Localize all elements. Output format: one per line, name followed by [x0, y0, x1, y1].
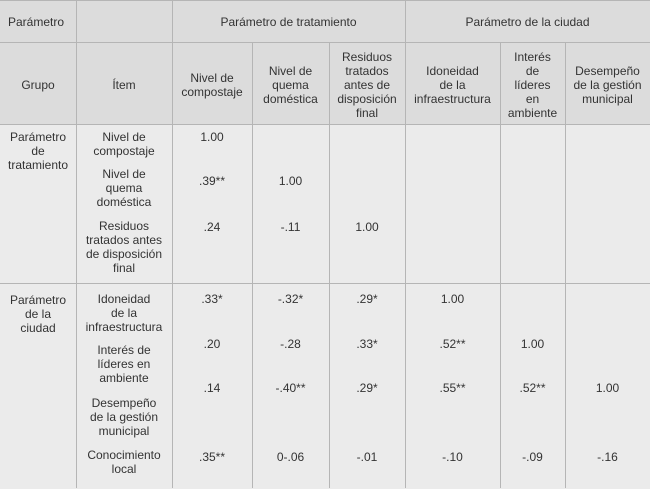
table-cell: .35** — [198, 450, 226, 464]
col-header-nivel-compostaje: Nivel de compostaje — [181, 71, 243, 99]
table-cell: .33* — [356, 337, 378, 351]
col-header-idoneidad: Idoneidad de la infraestructura — [414, 64, 491, 106]
column-divider — [252, 42, 253, 488]
table-cell: 1.00 — [595, 381, 620, 395]
header-item: Ítem — [112, 78, 136, 92]
header-parametro: Parámetro — [8, 15, 65, 29]
group-separator — [0, 283, 650, 284]
table-cell: .20 — [203, 337, 221, 351]
row-item-interes: Interés de líderes en ambiente — [97, 343, 151, 385]
table-cell: 1.00 — [200, 130, 224, 144]
row-item-nivel-compostaje: Nivel de compostaje — [93, 130, 155, 158]
table-cell: .39** — [198, 174, 226, 188]
table-cell: .52** — [519, 381, 546, 395]
table-cell: 1.00 — [355, 220, 379, 234]
table-cell: 1.00 — [278, 174, 303, 188]
header-grupo: Grupo — [21, 78, 55, 92]
table-cell: .14 — [203, 381, 221, 395]
table-cell: -.10 — [442, 450, 463, 464]
table-cell: -.28 — [280, 337, 301, 351]
row-item-conocimiento: Conocimiento local — [87, 448, 161, 476]
table-cell: -.40** — [275, 381, 306, 395]
column-divider — [565, 42, 566, 488]
table-cell: .29* — [356, 292, 378, 306]
table-cell: 1.00 — [520, 337, 545, 351]
row-item-desempeno: Desempeño de la gestión municipal — [89, 396, 159, 438]
group-label-tratamiento: Parámetro de tratamiento — [7, 130, 69, 172]
table-cell: .52** — [439, 337, 466, 351]
col-header-residuos: Residuos tratados antes de disposición final — [337, 50, 397, 120]
col-header-desempeno: Desempeño de la gestión municipal — [573, 64, 642, 106]
table-cell: -.01 — [356, 450, 378, 464]
row-item-residuos: Residuos tratados antes de disposición final — [85, 219, 163, 275]
group-label-ciudad: Parámetro de la ciudad — [9, 293, 67, 335]
table-cell: .29* — [356, 381, 378, 395]
row-item-idoneidad: Idoneidad de la infraestructura — [85, 292, 163, 334]
header-ciudad-group: Parámetro de la ciudad — [465, 15, 590, 29]
table-cell: -.16 — [597, 450, 618, 464]
table-cell: .24 — [203, 220, 221, 234]
table-cell: -.11 — [280, 220, 301, 234]
row-item-nivel-quema: Nivel de quema doméstica — [96, 167, 152, 209]
table-cell: -.09 — [522, 450, 543, 464]
col-header-nivel-quema: Nivel de quema doméstica — [263, 64, 318, 106]
header-tratamiento-group: Parámetro de tratamiento — [220, 15, 357, 29]
table-cell: .55** — [439, 381, 466, 395]
table-cell: 0-.06 — [276, 450, 305, 464]
col-header-interes: Interés de líderes en ambiente — [507, 50, 558, 120]
table-cell: -.32* — [277, 292, 304, 306]
header-divider — [0, 42, 650, 43]
table-cell: 1.00 — [440, 292, 465, 306]
table-cell: .33* — [201, 292, 223, 306]
